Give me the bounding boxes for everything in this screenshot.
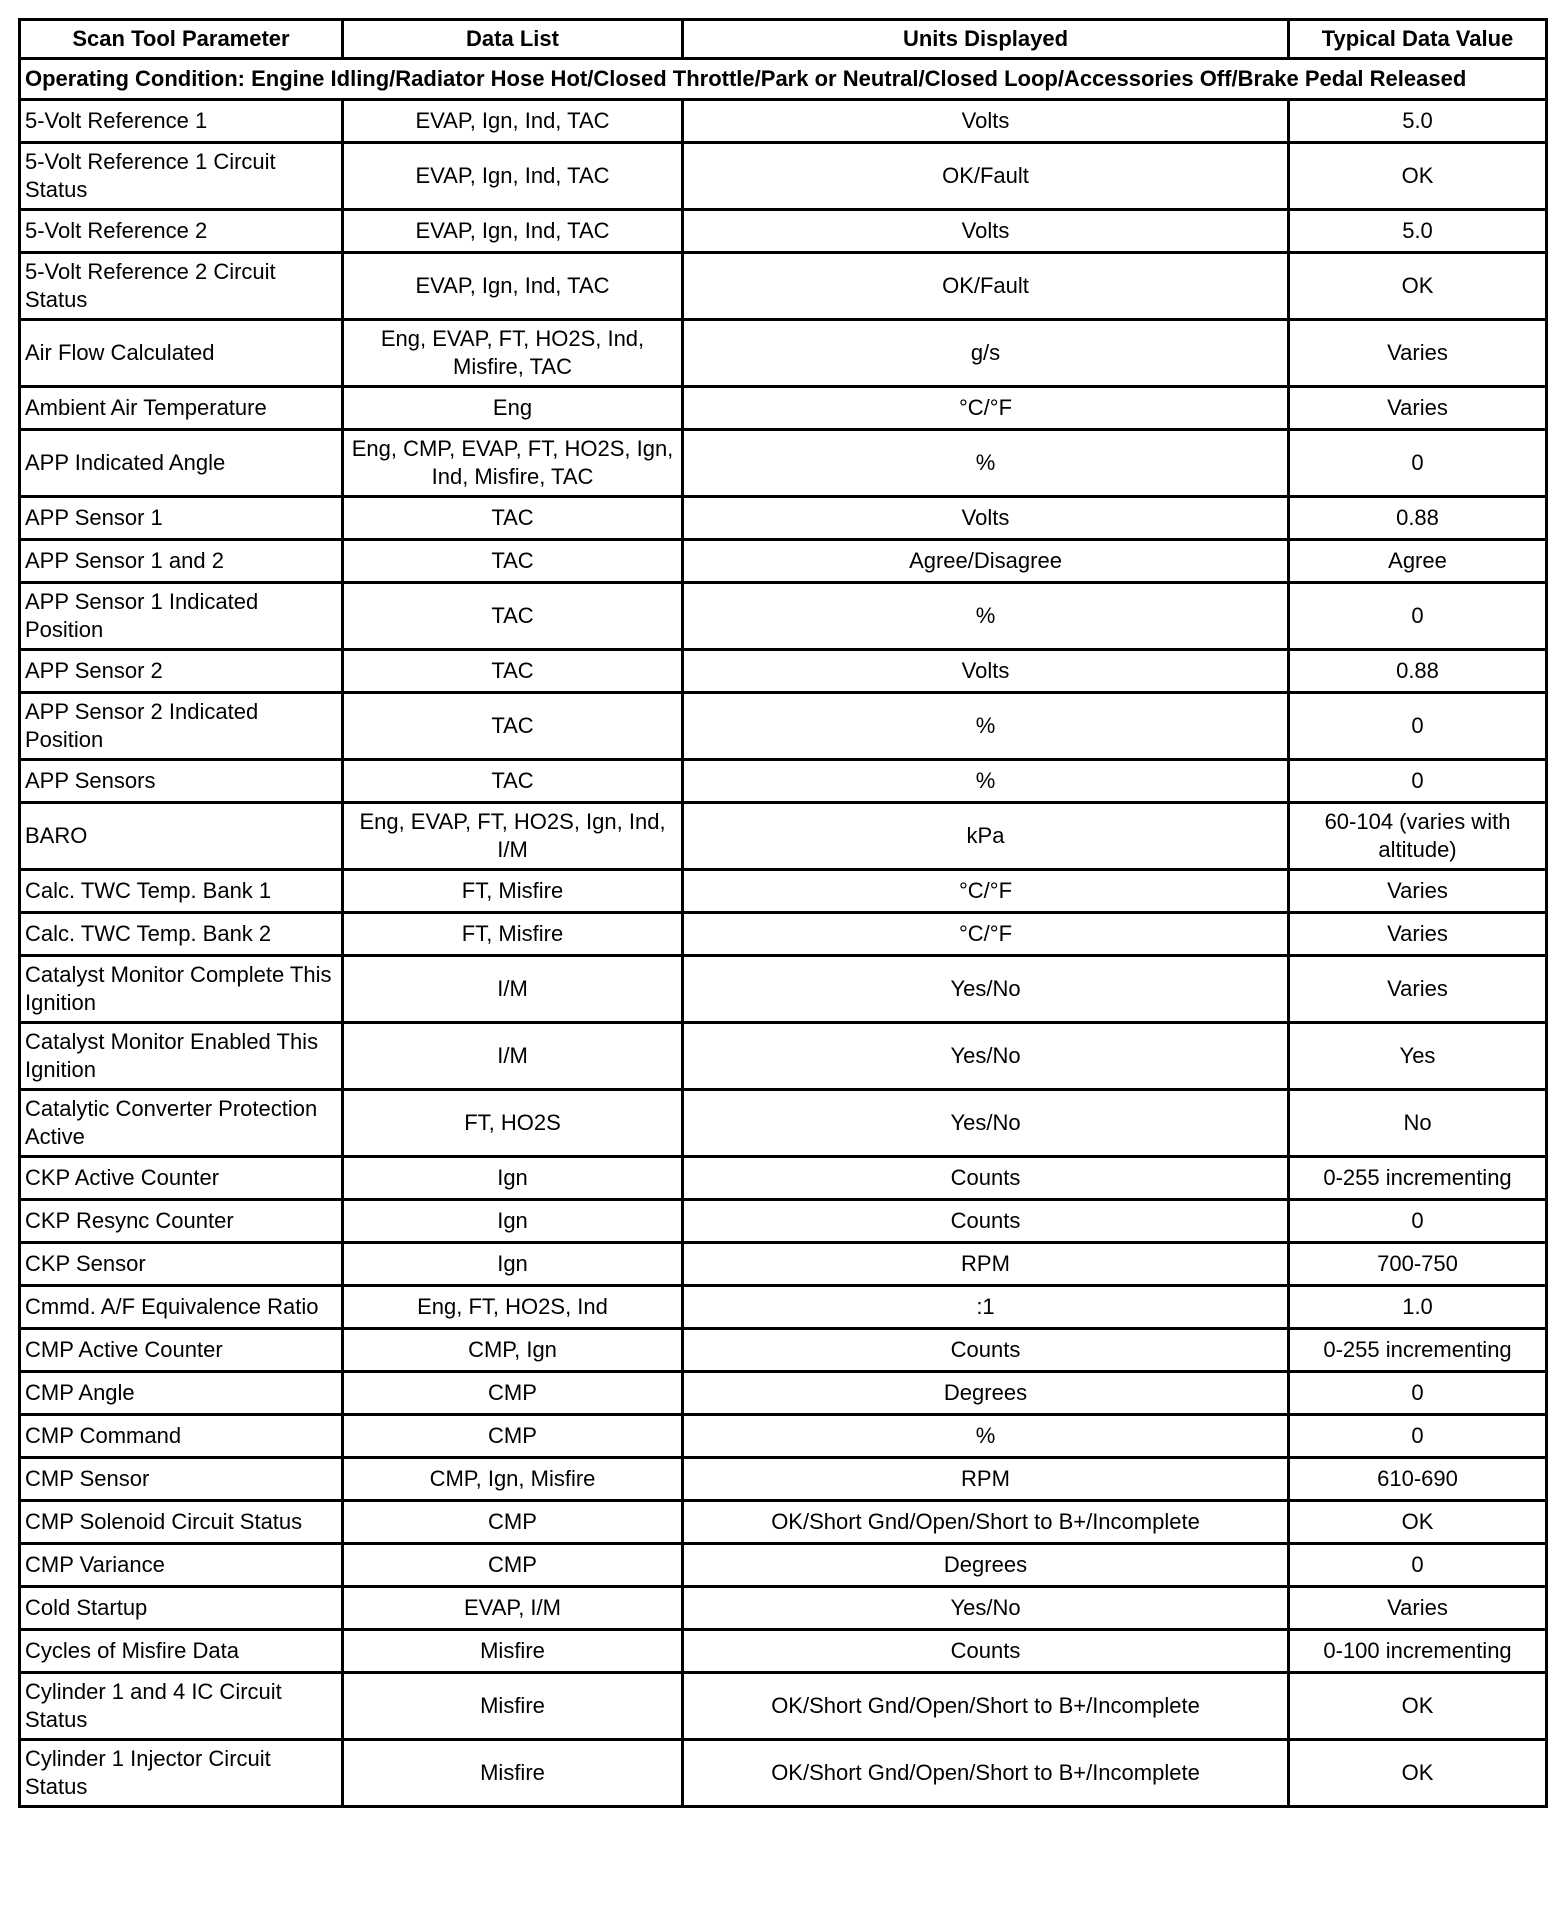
typical-value-cell: 0 (1289, 1372, 1547, 1415)
table-row (20, 913, 1547, 956)
parameter-cell: CKP Sensor (20, 1243, 343, 1286)
data-list-cell: FT, Misfire (343, 913, 683, 956)
operating-condition-row (20, 59, 1547, 100)
units-cell: OK/Short Gnd/Open/Short to B+/Incomplete (683, 1501, 1289, 1544)
parameter-cell: CMP Command (20, 1415, 343, 1458)
parameter-cell: Cold Startup (20, 1587, 343, 1630)
parameter-cell: Calc. TWC Temp. Bank 1 (20, 870, 343, 913)
units-cell: Yes/No (683, 956, 1289, 1023)
table-row (20, 1587, 1547, 1630)
parameter-cell: 5-Volt Reference 1 (20, 100, 343, 143)
units-cell: % (683, 1415, 1289, 1458)
parameter-cell: APP Sensor 1 Indicated Position (20, 583, 343, 650)
table-row (20, 430, 1547, 497)
typical-value-cell: 1.0 (1289, 1286, 1547, 1329)
typical-value-cell: 610-690 (1289, 1458, 1547, 1501)
data-list-cell: CMP (343, 1501, 683, 1544)
units-cell: OK/Fault (683, 253, 1289, 320)
parameter-cell: Cmmd. A/F Equivalence Ratio (20, 1286, 343, 1329)
data-list-cell: TAC (343, 650, 683, 693)
typical-value-cell: Varies (1289, 320, 1547, 387)
parameter-cell: Calc. TWC Temp. Bank 2 (20, 913, 343, 956)
table-row (20, 143, 1547, 210)
table-row (20, 1023, 1547, 1090)
table-row (20, 693, 1547, 760)
typical-value-cell: No (1289, 1090, 1547, 1157)
data-list-cell: I/M (343, 956, 683, 1023)
data-list-cell: CMP (343, 1372, 683, 1415)
header-data-list: Data List (343, 20, 683, 59)
table-row (20, 956, 1547, 1023)
units-cell: Volts (683, 650, 1289, 693)
typical-value-cell: 0 (1289, 430, 1547, 497)
units-cell: Degrees (683, 1372, 1289, 1415)
data-list-cell: CMP, Ign, Misfire (343, 1458, 683, 1501)
units-cell: % (683, 583, 1289, 650)
data-list-cell: EVAP, Ign, Ind, TAC (343, 253, 683, 320)
units-cell: OK/Short Gnd/Open/Short to B+/Incomplete (683, 1740, 1289, 1807)
parameter-cell: Catalyst Monitor Complete This Ignition (20, 956, 343, 1023)
data-list-cell: Ign (343, 1243, 683, 1286)
table-row (20, 583, 1547, 650)
parameter-cell: APP Sensors (20, 760, 343, 803)
typical-value-cell: 0 (1289, 1415, 1547, 1458)
data-list-cell: CMP (343, 1415, 683, 1458)
data-list-cell: CMP (343, 1544, 683, 1587)
table-row (20, 1458, 1547, 1501)
data-list-cell: TAC (343, 760, 683, 803)
units-cell: OK/Short Gnd/Open/Short to B+/Incomplete (683, 1673, 1289, 1740)
typical-value-cell: 0.88 (1289, 497, 1547, 540)
table-row (20, 1286, 1547, 1329)
header-typical-data-value: Typical Data Value (1289, 20, 1547, 59)
data-list-cell: Misfire (343, 1673, 683, 1740)
units-cell: :1 (683, 1286, 1289, 1329)
parameter-cell: APP Sensor 2 (20, 650, 343, 693)
parameter-cell: Catalytic Converter Protection Active (20, 1090, 343, 1157)
data-list-cell: TAC (343, 540, 683, 583)
parameter-cell: APP Indicated Angle (20, 430, 343, 497)
units-cell: RPM (683, 1243, 1289, 1286)
table-row (20, 1415, 1547, 1458)
units-cell: OK/Fault (683, 143, 1289, 210)
typical-value-cell: Varies (1289, 913, 1547, 956)
parameter-cell: Catalyst Monitor Enabled This Ignition (20, 1023, 343, 1090)
parameter-cell: APP Sensor 2 Indicated Position (20, 693, 343, 760)
units-cell: °C/°F (683, 387, 1289, 430)
table-row (20, 1630, 1547, 1673)
data-list-cell: Misfire (343, 1740, 683, 1807)
units-cell: °C/°F (683, 913, 1289, 956)
parameter-cell: Cylinder 1 Injector Circuit Status (20, 1740, 343, 1807)
data-list-cell: FT, HO2S (343, 1090, 683, 1157)
data-list-cell: Eng, FT, HO2S, Ind (343, 1286, 683, 1329)
parameter-cell: APP Sensor 1 and 2 (20, 540, 343, 583)
data-list-cell: TAC (343, 497, 683, 540)
data-list-cell: FT, Misfire (343, 870, 683, 913)
typical-value-cell: 0-255 incrementing (1289, 1329, 1547, 1372)
units-cell: Counts (683, 1329, 1289, 1372)
table-row (20, 870, 1547, 913)
scan-tool-data-table (18, 18, 1548, 1808)
table-row (20, 387, 1547, 430)
parameter-cell: APP Sensor 1 (20, 497, 343, 540)
parameter-cell: Cylinder 1 and 4 IC Circuit Status (20, 1673, 343, 1740)
units-cell: g/s (683, 320, 1289, 387)
units-cell: RPM (683, 1458, 1289, 1501)
typical-value-cell: Varies (1289, 870, 1547, 913)
parameter-cell: CMP Angle (20, 1372, 343, 1415)
table-row (20, 497, 1547, 540)
table-row (20, 253, 1547, 320)
data-list-cell: EVAP, Ign, Ind, TAC (343, 143, 683, 210)
parameter-cell: BARO (20, 803, 343, 870)
parameter-cell: 5-Volt Reference 1 Circuit Status (20, 143, 343, 210)
typical-value-cell: OK (1289, 1673, 1547, 1740)
units-cell: Volts (683, 497, 1289, 540)
table-row (20, 650, 1547, 693)
parameter-cell: Air Flow Calculated (20, 320, 343, 387)
typical-value-cell: 60-104 (varies with altitude) (1289, 803, 1547, 870)
table-row (20, 1329, 1547, 1372)
parameter-cell: 5-Volt Reference 2 Circuit Status (20, 253, 343, 320)
table-row (20, 1243, 1547, 1286)
units-cell: Degrees (683, 1544, 1289, 1587)
typical-value-cell: 0-100 incrementing (1289, 1630, 1547, 1673)
data-list-cell: TAC (343, 583, 683, 650)
typical-value-cell: OK (1289, 1501, 1547, 1544)
parameter-cell: CMP Solenoid Circuit Status (20, 1501, 343, 1544)
data-list-cell: EVAP, Ign, Ind, TAC (343, 210, 683, 253)
table-row (20, 1544, 1547, 1587)
header-units-displayed: Units Displayed (683, 20, 1289, 59)
units-cell: Counts (683, 1630, 1289, 1673)
units-cell: Agree/Disagree (683, 540, 1289, 583)
parameter-cell: CMP Variance (20, 1544, 343, 1587)
typical-value-cell: 0 (1289, 583, 1547, 650)
table-row (20, 1740, 1547, 1807)
typical-value-cell: Yes (1289, 1023, 1547, 1090)
units-cell: °C/°F (683, 870, 1289, 913)
table-row (20, 803, 1547, 870)
header-scan-tool-parameter: Scan Tool Parameter (20, 20, 343, 59)
parameter-cell: CMP Sensor (20, 1458, 343, 1501)
typical-value-cell: Varies (1289, 1587, 1547, 1630)
header-row (20, 20, 1547, 59)
units-cell: Volts (683, 100, 1289, 143)
data-list-cell: CMP, Ign (343, 1329, 683, 1372)
table-row (20, 1501, 1547, 1544)
table-row (20, 100, 1547, 143)
typical-value-cell: Varies (1289, 387, 1547, 430)
table-row (20, 320, 1547, 387)
parameter-cell: CMP Active Counter (20, 1329, 343, 1372)
typical-value-cell: OK (1289, 1740, 1547, 1807)
parameter-cell: Cycles of Misfire Data (20, 1630, 343, 1673)
data-list-cell: I/M (343, 1023, 683, 1090)
data-list-cell: Ign (343, 1157, 683, 1200)
operating-condition: Operating Condition: Engine Idling/Radiator Hose Hot/Closed Throttle/Park or Neutral/Closed Loop/Accessories Off/Brake Pedal Released (20, 59, 1547, 100)
units-cell: Yes/No (683, 1023, 1289, 1090)
data-list-cell: Eng, EVAP, FT, HO2S, Ign, Ind, I/M (343, 803, 683, 870)
table-row (20, 210, 1547, 253)
units-cell: kPa (683, 803, 1289, 870)
data-list-cell: Eng, EVAP, FT, HO2S, Ind, Misfire, TAC (343, 320, 683, 387)
table-row (20, 760, 1547, 803)
typical-value-cell: 5.0 (1289, 210, 1547, 253)
data-list-cell: EVAP, Ign, Ind, TAC (343, 100, 683, 143)
data-list-cell: TAC (343, 693, 683, 760)
typical-value-cell: 0 (1289, 1544, 1547, 1587)
typical-value-cell: 0 (1289, 693, 1547, 760)
typical-value-cell: 0-255 incrementing (1289, 1157, 1547, 1200)
data-list-cell: Ign (343, 1200, 683, 1243)
parameter-cell: CKP Active Counter (20, 1157, 343, 1200)
typical-value-cell: 5.0 (1289, 100, 1547, 143)
data-list-cell: Misfire (343, 1630, 683, 1673)
parameter-cell: CKP Resync Counter (20, 1200, 343, 1243)
table-row (20, 1157, 1547, 1200)
typical-value-cell: 700-750 (1289, 1243, 1547, 1286)
typical-value-cell: Agree (1289, 540, 1547, 583)
typical-value-cell: OK (1289, 143, 1547, 210)
parameter-cell: 5-Volt Reference 2 (20, 210, 343, 253)
table-row (20, 1372, 1547, 1415)
table-row (20, 1673, 1547, 1740)
units-cell: Counts (683, 1157, 1289, 1200)
data-list-cell: Eng (343, 387, 683, 430)
table-row (20, 1090, 1547, 1157)
units-cell: Counts (683, 1200, 1289, 1243)
typical-value-cell: 0 (1289, 760, 1547, 803)
units-cell: Yes/No (683, 1587, 1289, 1630)
table-row (20, 540, 1547, 583)
table-row (20, 1200, 1547, 1243)
typical-value-cell: OK (1289, 253, 1547, 320)
units-cell: % (683, 760, 1289, 803)
units-cell: % (683, 430, 1289, 497)
data-list-cell: Eng, CMP, EVAP, FT, HO2S, Ign, Ind, Misfire, TAC (343, 430, 683, 497)
typical-value-cell: 0 (1289, 1200, 1547, 1243)
typical-value-cell: 0.88 (1289, 650, 1547, 693)
units-cell: Volts (683, 210, 1289, 253)
units-cell: Yes/No (683, 1090, 1289, 1157)
data-list-cell: EVAP, I/M (343, 1587, 683, 1630)
parameter-cell: Ambient Air Temperature (20, 387, 343, 430)
typical-value-cell: Varies (1289, 956, 1547, 1023)
units-cell: % (683, 693, 1289, 760)
